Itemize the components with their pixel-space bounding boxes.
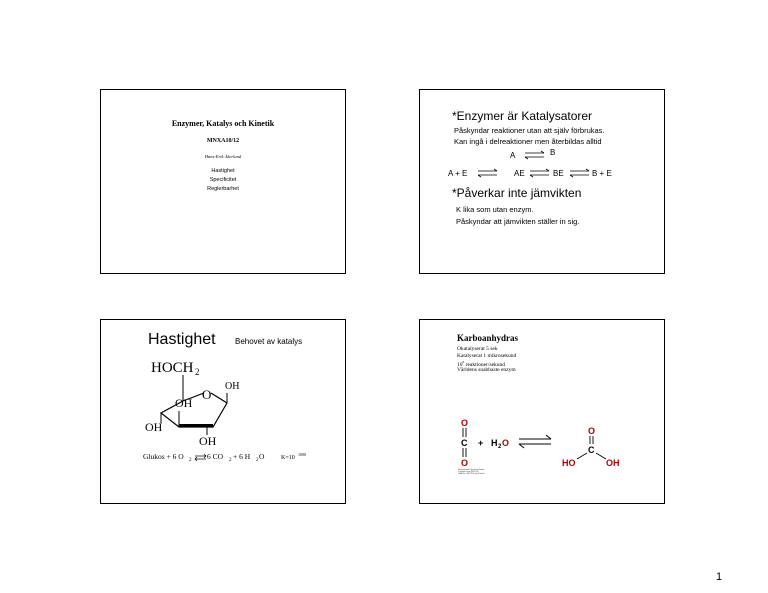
slide-2: [419, 89, 665, 274]
slide4-line-2: Katalyserat 1 mikrosekund: [457, 353, 517, 359]
equilibrium-arrow-icon: [524, 150, 546, 160]
slide-1: [100, 89, 346, 274]
page-number: 1: [716, 571, 723, 583]
oh-label-4: OH: [199, 434, 217, 448]
h2co3-ho: HO: [562, 458, 576, 468]
reaction-left: Glukos + 6 O: [143, 452, 184, 461]
eq1-left: A: [510, 151, 516, 160]
reaction-right-sub: 2: [229, 458, 232, 463]
slide4-line-1: Okatalyserat 5 sek: [457, 346, 498, 352]
reaction-k: K=10: [281, 455, 295, 461]
hoch2-label: HOCH: [151, 360, 194, 376]
slide1-topic-3: Reglerbarhet: [207, 186, 239, 192]
slide4-title: Karboanhydras: [457, 333, 519, 343]
slide1-topic-2: Specificitet: [209, 177, 237, 183]
reaction-k-exp: 1000: [298, 452, 306, 457]
co2-oxygen-bottom: O: [461, 458, 469, 468]
equilibrium-arrow-icon: [569, 168, 591, 178]
plus-sign: +: [478, 438, 484, 448]
oh-label-1: OH: [225, 381, 240, 392]
slide1-title: Enzymer, Katalys och Kinetik: [171, 119, 275, 128]
slide2-line-1: Påskyndar reaktioner utan att själv förbrukas.: [454, 126, 605, 135]
slide3-subtitle: Behovet av katalys: [235, 337, 303, 346]
slide-4: [419, 319, 665, 504]
oh-label-3: OH: [175, 396, 193, 410]
slide-3: [100, 319, 346, 504]
eq2-species-3: BE: [553, 169, 564, 178]
slide3-title: Hastighet: [148, 331, 216, 348]
eq1-right: B: [550, 148, 556, 157]
hoch2-subscript: 2: [195, 367, 200, 377]
slide2-heading-1: *Enzymer är Katalysatorer: [452, 109, 593, 123]
slide1-code: MNXA10/12: [206, 138, 240, 144]
co2-carbon: C: [461, 438, 468, 448]
h2co3-oh: OH: [606, 458, 620, 468]
slide4-line-4: Världens snabbaste enzym: [457, 367, 516, 373]
slide4-line-3: $10^6$ reaktioner/sekund: [457, 360, 506, 368]
water-sub: 2: [498, 444, 502, 450]
slide2-line-2: Kan ingå i delreaktioner men återbildas alltid: [454, 137, 602, 146]
equilibrium-arrow-icon: [529, 168, 551, 178]
slide4-caption: International Chemical Safety Carbonic acid (H2CO3) CAS No. 463-79-6 (acid form): [458, 469, 485, 476]
co2-oxygen-top: O: [461, 418, 469, 428]
eq2-species-1: A + E: [448, 169, 468, 178]
eq2-species-4: B + E: [592, 169, 612, 178]
reaction-o-end: O: [259, 452, 265, 461]
glucose-reaction: [143, 448, 343, 466]
oh-label-2: OH: [145, 420, 163, 434]
reaction-right: 6 CO: [207, 452, 224, 461]
water-h: H: [491, 438, 498, 448]
reaction-left-sub: 2: [189, 458, 192, 463]
h2co3-carbon: C: [588, 445, 595, 455]
equilibrium-arrow-icon: [477, 168, 499, 178]
slide2-heading-2: *Påverkar inte jämvikten: [452, 186, 582, 200]
eq2-species-2: AE: [514, 169, 525, 178]
slide1-topic-1: Hastighet: [211, 168, 235, 174]
ring-oxygen: O: [202, 387, 212, 402]
slide2-line-4: Påskyndar att jämvikten ställer in sig.: [456, 217, 580, 226]
slide2-line-3: K lika som utan enzym.: [456, 205, 534, 214]
reaction-h2o-sub: 2: [256, 458, 259, 463]
reaction-plus-h2o: + 6 H: [233, 452, 251, 461]
slide1-author: Hans-Erik Åkerlund: [204, 154, 242, 159]
h2co3-oxygen: O: [588, 426, 596, 436]
water-o: O: [502, 438, 510, 448]
co2-hydration-reaction: [450, 415, 650, 477]
